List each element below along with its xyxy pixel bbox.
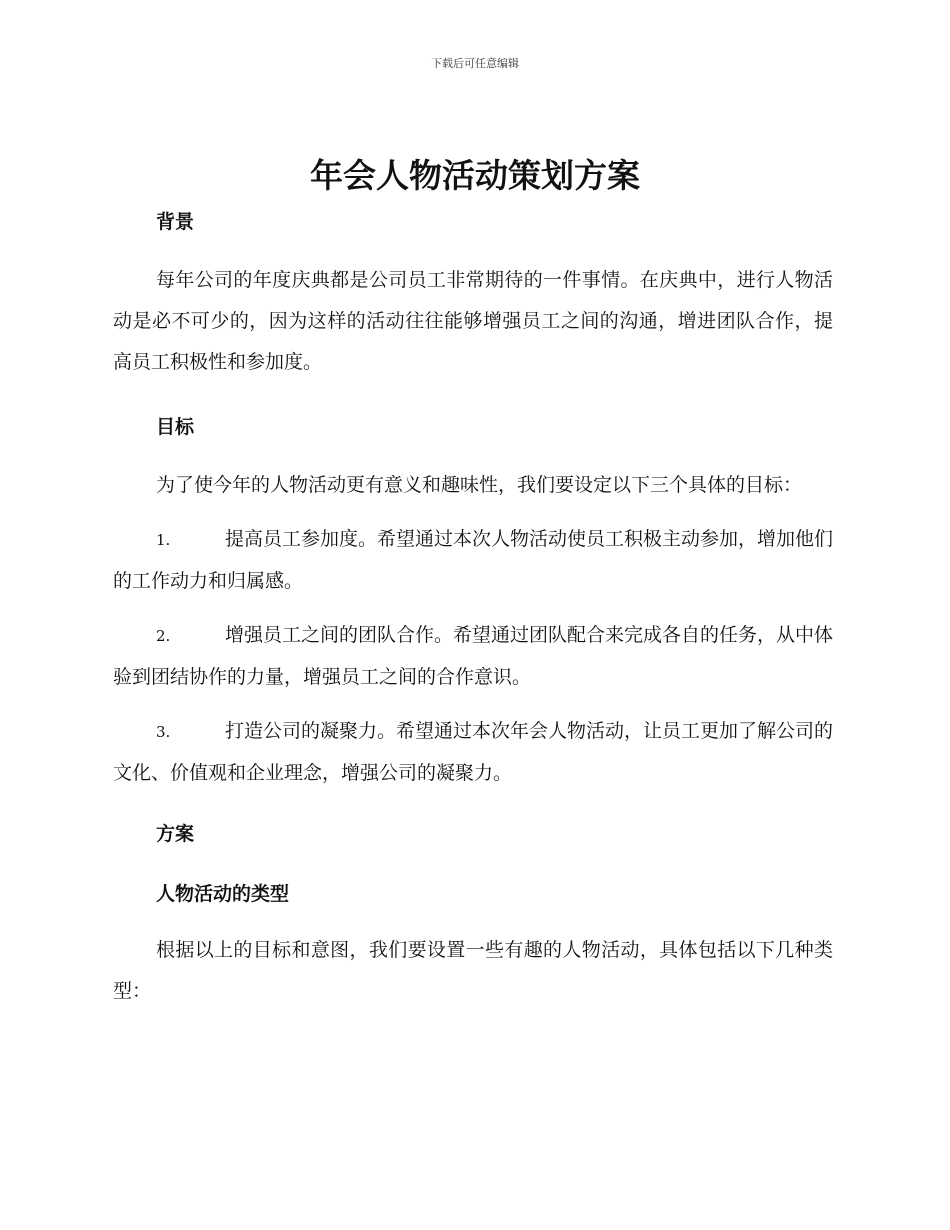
list-item	[113, 519, 833, 602]
document-body	[113, 200, 833, 1012]
list-item-number: 1.	[156, 531, 171, 549]
page-header-note: 下载后可任意编辑	[431, 57, 519, 70]
list-item-text: 打造公司的凝聚力。希望通过本次年会人物活动，让员工更加了解公司的文化、价值观和企业理念，增强公司的凝聚力。	[113, 720, 834, 784]
paragraph-background: 每年公司的年度庆典都是公司员工非常期待的一件事情。在庆典中，进行人物活动是必不可少的，因为这样的活动往往能够增强员工之间的沟通，增进团队合作，提高员工积极性和参加度。	[113, 269, 833, 373]
paragraph-plan: 根据以上的目标和意图，我们要设置一些有趣的人物活动，具体包括以下几种类型：	[113, 939, 833, 1002]
list-item	[113, 711, 833, 794]
list-item-text: 提高员工参加度。希望通过本次人物活动使员工积极主动参加，增加他们的工作动力和归属感。	[113, 528, 834, 592]
list-item-number: 2.	[156, 627, 171, 645]
document-title: 年会人物活动策划方案	[310, 156, 640, 195]
list-item-number: 3.	[156, 723, 171, 741]
paragraph-goals-intro: 为了使今年的人物活动更有意义和趣味性，我们要设定以下三个具体的目标：	[156, 474, 803, 496]
list-item	[113, 615, 833, 698]
heading-goals: 目标	[156, 416, 195, 438]
heading-background: 背景	[156, 211, 195, 233]
list-item-text: 增强员工之间的团队合作。希望通过团队配合来完成各自的任务，从中体验到团结协作的力量，增强员工之间的合作意识。	[113, 624, 834, 688]
subheading-activity-types: 人物活动的类型	[156, 883, 290, 905]
heading-plan: 方案	[156, 823, 195, 845]
